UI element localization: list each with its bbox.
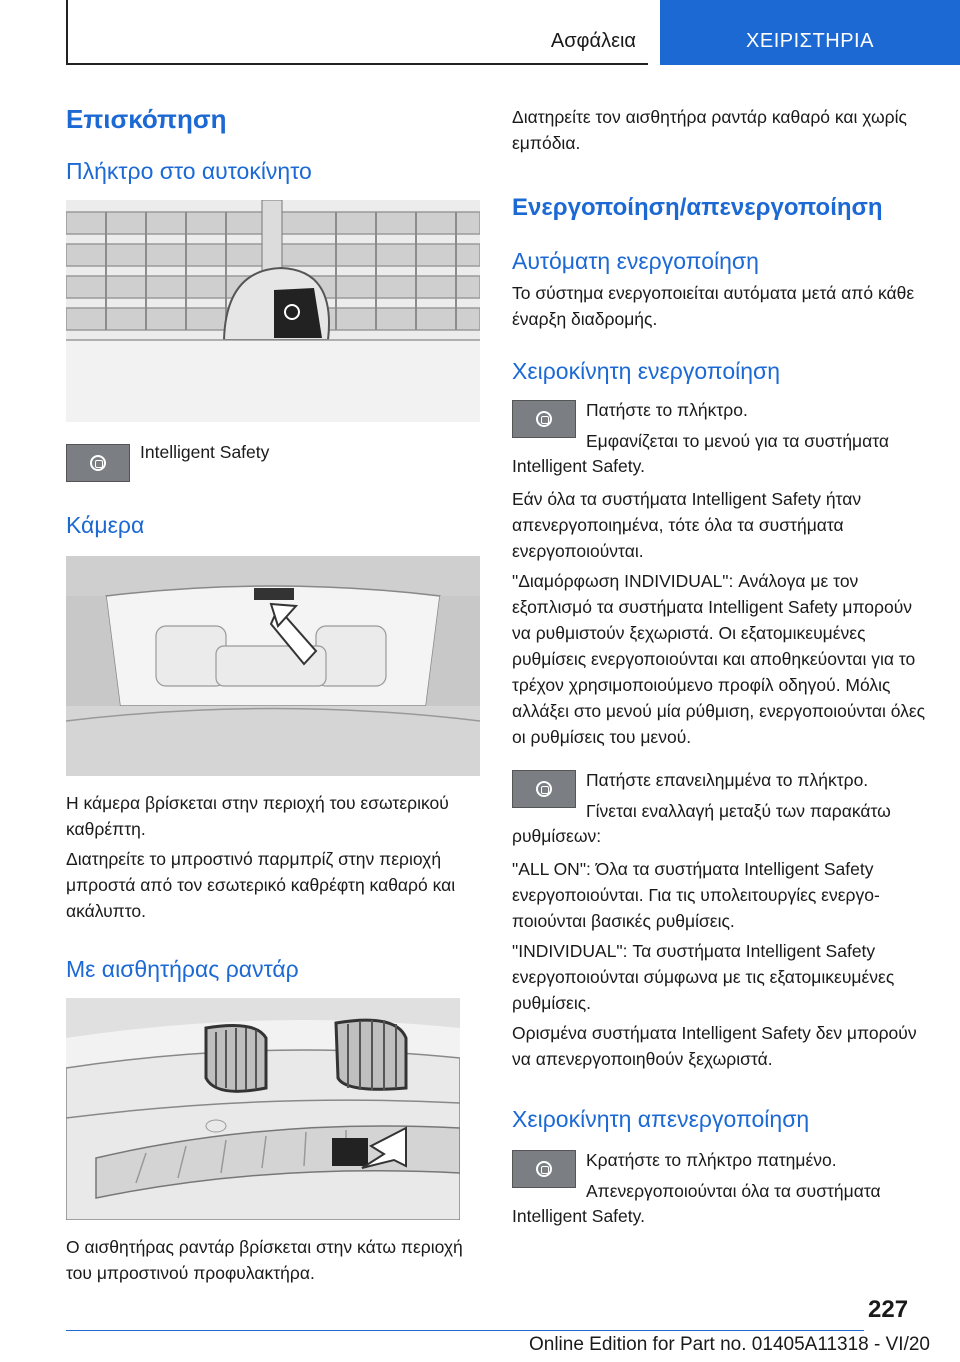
header-bottom-rule bbox=[66, 63, 648, 65]
intelligent-safety-button-icon bbox=[512, 770, 576, 808]
radar-sensor-figure bbox=[66, 998, 460, 1220]
page-title: Επισκόπηση bbox=[66, 104, 227, 134]
individual-setting-text: "INDIVIDUAL": Τα συστήματα Intelligent Safety ενεργοποιούνται σύμφωνα με τις εξατομικευμένες ρυθμίσεις. bbox=[512, 941, 895, 1013]
heading-camera: Κάμερα bbox=[66, 512, 145, 538]
heading-radar-sensor: Με αισθητήρας ραντάρ bbox=[66, 956, 299, 982]
heading-button-in-car: Πλήκτρο στο αυτοκίνητο bbox=[66, 158, 312, 184]
switch-settings-text-cont: ρυθμίσεων: bbox=[512, 826, 602, 846]
intelligent-safety-button-icon bbox=[66, 444, 130, 482]
radar-keep-clean-text: Διατηρείτε τον αισθητήρα ραντάρ καθαρό και χωρίς εμπόδια. bbox=[512, 107, 907, 153]
deactivated-text-cont: Intelligent Safety. bbox=[512, 1206, 645, 1226]
camera-location-text: Η κάμερα βρίσκεται στην περιοχή του εσωτερικού καθρέπτη. bbox=[66, 793, 449, 839]
heading-manual-deactivation: Χειροκίνητη απενεργοποίηση bbox=[512, 1106, 810, 1132]
all-on-text: "ALL ON": Όλα τα συστήματα Intelligent Safety ενεργοποιούνται. Για τις υπολειτουργίες ενεργοποιούνται βασικές ρυθμίσεις. bbox=[512, 859, 880, 931]
all-off-text: Εάν όλα τα συστήματα Intelligent Safety ήταν απενεργοποιημένα, τότε όλα τα συστήματα ενεργοποιούνται. bbox=[512, 489, 862, 561]
page-number: 227 bbox=[868, 1296, 909, 1323]
header-section-title: Ασφάλεια bbox=[550, 30, 636, 52]
press-repeatedly-text: Πατήστε επανειλημμένα το πλήκτρο. bbox=[586, 770, 869, 790]
heading-activation-deactivation: Ενεργοποίηση/απενεργοποίηση bbox=[512, 194, 883, 221]
intelligent-safety-button-icon bbox=[512, 1150, 576, 1188]
intelligent-safety-button-icon bbox=[512, 400, 576, 438]
heading-manual-activation: Χειροκίνητη ενεργοποίηση bbox=[512, 358, 781, 384]
some-systems-text: Ορισμένα συστήματα Intelligent Safety δεν μπορούν να απενεργοποιηθούν ξεχωριστά. bbox=[512, 1023, 917, 1069]
footer-edition: Online Edition for Part no. 01405A11318 - VI/20 bbox=[528, 1334, 930, 1355]
radar-location-text: Ο αισθητήρας ραντάρ βρίσκεται στην κάτω περιοχή του μπροστινού προφυλακτήρα. bbox=[66, 1237, 463, 1283]
footer-rule bbox=[66, 1330, 864, 1331]
header-chapter-tab[interactable]: ΧΕΙΡΙΣΤΗΡΙΑ bbox=[660, 0, 960, 65]
deactivated-text: Απενεργοποιούνται όλα τα συστήματα bbox=[586, 1181, 881, 1201]
press-button-text: Πατήστε το πλήκτρο. bbox=[586, 400, 748, 420]
heading-automatic-activation: Αυτόματη ενεργοποίηση bbox=[512, 248, 759, 274]
camera-keep-clear-text: Διατηρείτε το μπροστινό παρμπρίζ στην περιοχή μπροστά από τον εσωτερικό καθρέφτη καθαρό και ακάλυπτο. bbox=[66, 849, 456, 921]
camera-interior-figure bbox=[66, 556, 480, 776]
menu-appears-text: Εμφανίζεται το μενού για τα συστήματα bbox=[586, 431, 890, 451]
button-label-text: Intelligent Safety bbox=[140, 442, 270, 462]
menu-appears-text-cont: Intelligent Safety. bbox=[512, 456, 645, 476]
switch-settings-text: Γίνεται εναλλαγή μεταξύ των παρακάτω bbox=[586, 801, 891, 821]
dashboard-button-figure bbox=[66, 200, 480, 422]
hold-button-text: Κρατήστε το πλήκτρο πατημένο. bbox=[586, 1150, 837, 1170]
individual-config-text: "Διαμόρφωση INDIVIDUAL": Ανάλογα με τον εξοπλισμό τα συστήματα Intelligent Safety μπορούν να ρυθμιστούν ξεχωριστά. Οι εξατομικευμένες ρυθμίσεις ενεργοποιούνται και αποθηκεύονται για το τρέχον χρησιμοποιούμενο προφίλ οδηγού. Μόλις αλλάξει στο μενού μία ρύθμιση, ενεργοποιούνται όλες οι ρυθμίσεις του μενού. bbox=[512, 571, 926, 747]
auto-activation-text: Το σύστημα ενεργοποιείται αυτόματα μετά από κάθε έναρξη διαδρομής. bbox=[512, 283, 915, 329]
